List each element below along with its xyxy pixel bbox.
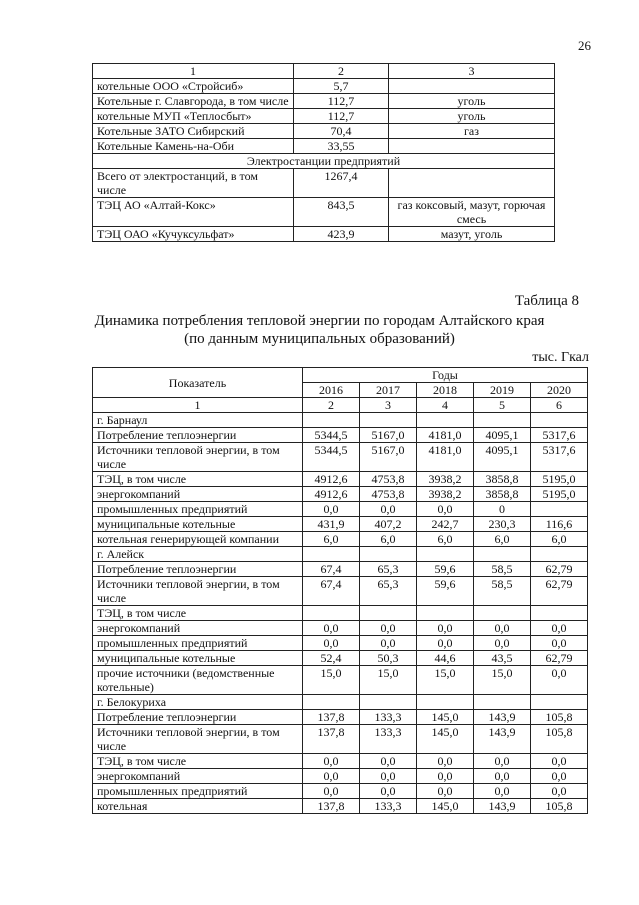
row-value: 1267,4 <box>294 169 389 198</box>
row-value: 6,0 <box>417 532 474 547</box>
row-value: 59,6 <box>417 577 474 606</box>
row-value: 15,0 <box>303 666 360 695</box>
row-value: 62,79 <box>531 577 588 606</box>
row-value: 143,9 <box>474 710 531 725</box>
row-value <box>360 606 417 621</box>
row-value: 15,0 <box>360 666 417 695</box>
row-value: 4912,6 <box>303 472 360 487</box>
row-value: 133,3 <box>360 725 417 754</box>
numbering-cell: 4 <box>417 398 474 413</box>
row-value: 133,3 <box>360 710 417 725</box>
row-value: 5344,5 <box>303 443 360 472</box>
row-label: прочие источники (ведомственные котельные) <box>93 666 303 695</box>
row-label: ТЭЦ АО «Алтай-Кокс» <box>93 198 294 227</box>
row-value: 6,0 <box>474 532 531 547</box>
row-label: Котельные г. Славгорода, в том числе <box>93 94 294 109</box>
row-value: 0,0 <box>474 769 531 784</box>
table-row <box>93 487 588 502</box>
row-label: Источники тепловой энергии, в том числе <box>93 443 303 472</box>
row-label: г. Белокуриха <box>93 695 303 710</box>
row-value: 0,0 <box>531 784 588 799</box>
row-value: 0,0 <box>360 621 417 636</box>
row-value: 4095,1 <box>474 428 531 443</box>
row-value <box>474 695 531 710</box>
row-label: г. Алейск <box>93 547 303 562</box>
row-label: энергокомпаний <box>93 769 303 784</box>
table-row <box>93 799 588 814</box>
row-value: 67,4 <box>303 577 360 606</box>
row-value: 5195,0 <box>531 487 588 502</box>
section-title: Электростанции предприятий <box>93 154 555 169</box>
row-value: 242,7 <box>417 517 474 532</box>
row-value: 5167,0 <box>360 428 417 443</box>
table-row <box>93 413 588 428</box>
table-row <box>93 577 588 606</box>
table-row <box>93 428 588 443</box>
row-value <box>303 695 360 710</box>
year-cell: 2016 <box>303 383 360 398</box>
row-value <box>474 413 531 428</box>
row-value: 423,9 <box>294 227 389 242</box>
table-title: Динамика потребления тепловой энергии по городам Алтайского края <box>94 313 545 329</box>
row-label: Потребление теплоэнергии <box>93 428 303 443</box>
row-value: 0,0 <box>417 769 474 784</box>
row-value: 5317,6 <box>531 443 588 472</box>
row-value <box>303 547 360 562</box>
row-value: 0 <box>474 502 531 517</box>
row-value <box>417 413 474 428</box>
row-label: Потребление теплоэнергии <box>93 710 303 725</box>
row-value <box>531 413 588 428</box>
row-fuel: газ <box>389 124 555 139</box>
row-value: 58,5 <box>474 577 531 606</box>
row-value: 137,8 <box>303 799 360 814</box>
row-value: 116,6 <box>531 517 588 532</box>
table-label: Таблица 8 <box>514 293 579 309</box>
row-value: 15,0 <box>417 666 474 695</box>
table-subtitle: (по данным муниципальных образований) <box>184 331 455 347</box>
row-value <box>531 547 588 562</box>
row-value: 431,9 <box>303 517 360 532</box>
row-label: энергокомпаний <box>93 487 303 502</box>
row-value: 0,0 <box>474 754 531 769</box>
row-value: 5344,5 <box>303 428 360 443</box>
row-value: 33,55 <box>294 139 389 154</box>
row-value: 230,3 <box>474 517 531 532</box>
row-label: Котельные ЗАТО Сибирский <box>93 124 294 139</box>
table-row <box>93 109 555 124</box>
row-value: 0,0 <box>417 784 474 799</box>
row-value <box>474 606 531 621</box>
header-cell: 2 <box>294 64 389 79</box>
row-label: ТЭЦ, в том числе <box>93 606 303 621</box>
row-value: 143,9 <box>474 725 531 754</box>
table-row <box>93 784 588 799</box>
table-row <box>93 606 588 621</box>
row-label: промышленных предприятий <box>93 636 303 651</box>
row-value: 5195,0 <box>531 472 588 487</box>
row-value: 407,2 <box>360 517 417 532</box>
row-value: 0,0 <box>360 502 417 517</box>
numbering-cell: 3 <box>360 398 417 413</box>
table-row <box>93 651 588 666</box>
table-row <box>93 517 588 532</box>
row-value: 137,8 <box>303 725 360 754</box>
table-row <box>93 198 555 227</box>
row-label: ТЭЦ, в том числе <box>93 472 303 487</box>
row-label: котельные ООО «Стройсиб» <box>93 79 294 94</box>
numbering-cell: 6 <box>531 398 588 413</box>
row-value: 133,3 <box>360 799 417 814</box>
table-row <box>93 169 555 198</box>
units-label: тыс. Гкал <box>532 350 589 365</box>
table-row <box>93 547 588 562</box>
row-value: 0,0 <box>417 636 474 651</box>
row-label: промышленных предприятий <box>93 784 303 799</box>
header-cell: 3 <box>389 64 555 79</box>
row-value: 145,0 <box>417 710 474 725</box>
year-cell: 2018 <box>417 383 474 398</box>
numbering-cell: 1 <box>93 398 303 413</box>
row-value: 0,0 <box>531 769 588 784</box>
table-row <box>93 502 588 517</box>
table-row <box>93 725 588 754</box>
row-fuel: уголь <box>389 109 555 124</box>
row-value: 4753,8 <box>360 487 417 502</box>
page-number: 26 <box>578 38 591 53</box>
row-label: ТЭЦ ОАО «Кучуксульфат» <box>93 227 294 242</box>
row-value: 5,7 <box>294 79 389 94</box>
table-row <box>93 636 588 651</box>
row-value: 0,0 <box>303 784 360 799</box>
row-value <box>360 413 417 428</box>
row-value: 0,0 <box>303 754 360 769</box>
row-value: 843,5 <box>294 198 389 227</box>
row-label: Всего от электростанций, в том числе <box>93 169 294 198</box>
row-value: 52,4 <box>303 651 360 666</box>
table-row <box>93 710 588 725</box>
table-heat-sources-continued <box>92 63 555 242</box>
header-years: Годы <box>303 368 588 383</box>
numbering-cell: 2 <box>303 398 360 413</box>
row-label: котельная генерирующей компании <box>93 532 303 547</box>
row-value: 62,79 <box>531 651 588 666</box>
table-row <box>93 562 588 577</box>
numbering-cell: 5 <box>474 398 531 413</box>
row-value: 43,5 <box>474 651 531 666</box>
row-value <box>360 547 417 562</box>
row-value: 0,0 <box>531 621 588 636</box>
row-label: Источники тепловой энергии, в том числе <box>93 577 303 606</box>
row-value: 65,3 <box>360 562 417 577</box>
row-value: 44,6 <box>417 651 474 666</box>
row-value: 5167,0 <box>360 443 417 472</box>
row-value: 137,8 <box>303 710 360 725</box>
row-label: Источники тепловой энергии, в том числе <box>93 725 303 754</box>
row-value: 0,0 <box>303 502 360 517</box>
row-label: г. Барнаул <box>93 413 303 428</box>
row-label: муниципальные котельные <box>93 651 303 666</box>
row-value: 50,3 <box>360 651 417 666</box>
header-indicator: Показатель <box>93 368 303 398</box>
row-value <box>531 606 588 621</box>
row-value: 6,0 <box>531 532 588 547</box>
row-label: Потребление теплоэнергии <box>93 562 303 577</box>
row-value <box>417 606 474 621</box>
row-fuel <box>389 79 555 94</box>
row-value: 0,0 <box>360 769 417 784</box>
row-value <box>417 547 474 562</box>
table-row <box>93 94 555 109</box>
row-value: 143,9 <box>474 799 531 814</box>
row-value: 0,0 <box>474 784 531 799</box>
row-value <box>531 502 588 517</box>
row-value <box>303 606 360 621</box>
row-value <box>531 695 588 710</box>
year-cell: 2017 <box>360 383 417 398</box>
row-value: 105,8 <box>531 799 588 814</box>
row-value: 3858,8 <box>474 472 531 487</box>
row-value: 0,0 <box>417 621 474 636</box>
row-fuel <box>389 169 555 198</box>
row-fuel: уголь <box>389 94 555 109</box>
row-value: 4181,0 <box>417 428 474 443</box>
row-value: 112,7 <box>294 94 389 109</box>
row-fuel: мазут, уголь <box>389 227 555 242</box>
row-value: 145,0 <box>417 799 474 814</box>
table-header-row <box>93 64 555 79</box>
row-value: 145,0 <box>417 725 474 754</box>
row-label: муниципальные котельные <box>93 517 303 532</box>
row-value: 0,0 <box>531 636 588 651</box>
row-value: 0,0 <box>474 621 531 636</box>
year-cell: 2019 <box>474 383 531 398</box>
table-row <box>93 754 588 769</box>
row-value <box>417 695 474 710</box>
table-heat-consumption <box>92 367 588 814</box>
row-value: 112,7 <box>294 109 389 124</box>
table-row <box>93 769 588 784</box>
row-value: 4095,1 <box>474 443 531 472</box>
row-value <box>474 547 531 562</box>
row-label: ТЭЦ, в том числе <box>93 754 303 769</box>
table-row <box>93 621 588 636</box>
row-value: 0,0 <box>417 502 474 517</box>
row-value: 3938,2 <box>417 472 474 487</box>
header-cell: 1 <box>93 64 294 79</box>
row-fuel <box>389 139 555 154</box>
row-value: 0,0 <box>360 636 417 651</box>
row-value: 3858,8 <box>474 487 531 502</box>
row-value: 70,4 <box>294 124 389 139</box>
row-value: 3938,2 <box>417 487 474 502</box>
row-value: 4912,6 <box>303 487 360 502</box>
row-value: 59,6 <box>417 562 474 577</box>
row-value: 15,0 <box>474 666 531 695</box>
row-value: 58,5 <box>474 562 531 577</box>
row-value: 0,0 <box>303 769 360 784</box>
table-row <box>93 472 588 487</box>
row-value: 6,0 <box>360 532 417 547</box>
row-label: промышленных предприятий <box>93 502 303 517</box>
table-row <box>93 227 555 242</box>
row-value: 62,79 <box>531 562 588 577</box>
row-value: 0,0 <box>531 666 588 695</box>
row-label: энергокомпаний <box>93 621 303 636</box>
table-row <box>93 124 555 139</box>
row-value: 0,0 <box>474 636 531 651</box>
table-row <box>93 666 588 695</box>
year-cell: 2020 <box>531 383 588 398</box>
row-value: 6,0 <box>303 532 360 547</box>
row-value: 67,4 <box>303 562 360 577</box>
table-row <box>93 443 588 472</box>
row-value: 5317,6 <box>531 428 588 443</box>
row-label: котельная <box>93 799 303 814</box>
row-label: котельные МУП «Теплосбыт» <box>93 109 294 124</box>
row-value: 105,8 <box>531 725 588 754</box>
row-value: 0,0 <box>417 754 474 769</box>
row-value: 65,3 <box>360 577 417 606</box>
section-row <box>93 154 555 169</box>
table-header-row <box>93 368 588 383</box>
row-label: Котельные Камень-на-Оби <box>93 139 294 154</box>
row-value <box>360 695 417 710</box>
table-row <box>93 79 555 94</box>
table-numbering-row <box>93 398 588 413</box>
row-value: 4753,8 <box>360 472 417 487</box>
row-value: 0,0 <box>303 636 360 651</box>
row-fuel: газ коксовый, мазут, горючая смесь <box>389 198 555 227</box>
row-value: 0,0 <box>303 621 360 636</box>
row-value: 0,0 <box>360 784 417 799</box>
table-row <box>93 695 588 710</box>
table-row <box>93 139 555 154</box>
row-value: 0,0 <box>531 754 588 769</box>
row-value <box>303 413 360 428</box>
row-value: 0,0 <box>360 754 417 769</box>
row-value: 4181,0 <box>417 443 474 472</box>
row-value: 105,8 <box>531 710 588 725</box>
table-row <box>93 532 588 547</box>
